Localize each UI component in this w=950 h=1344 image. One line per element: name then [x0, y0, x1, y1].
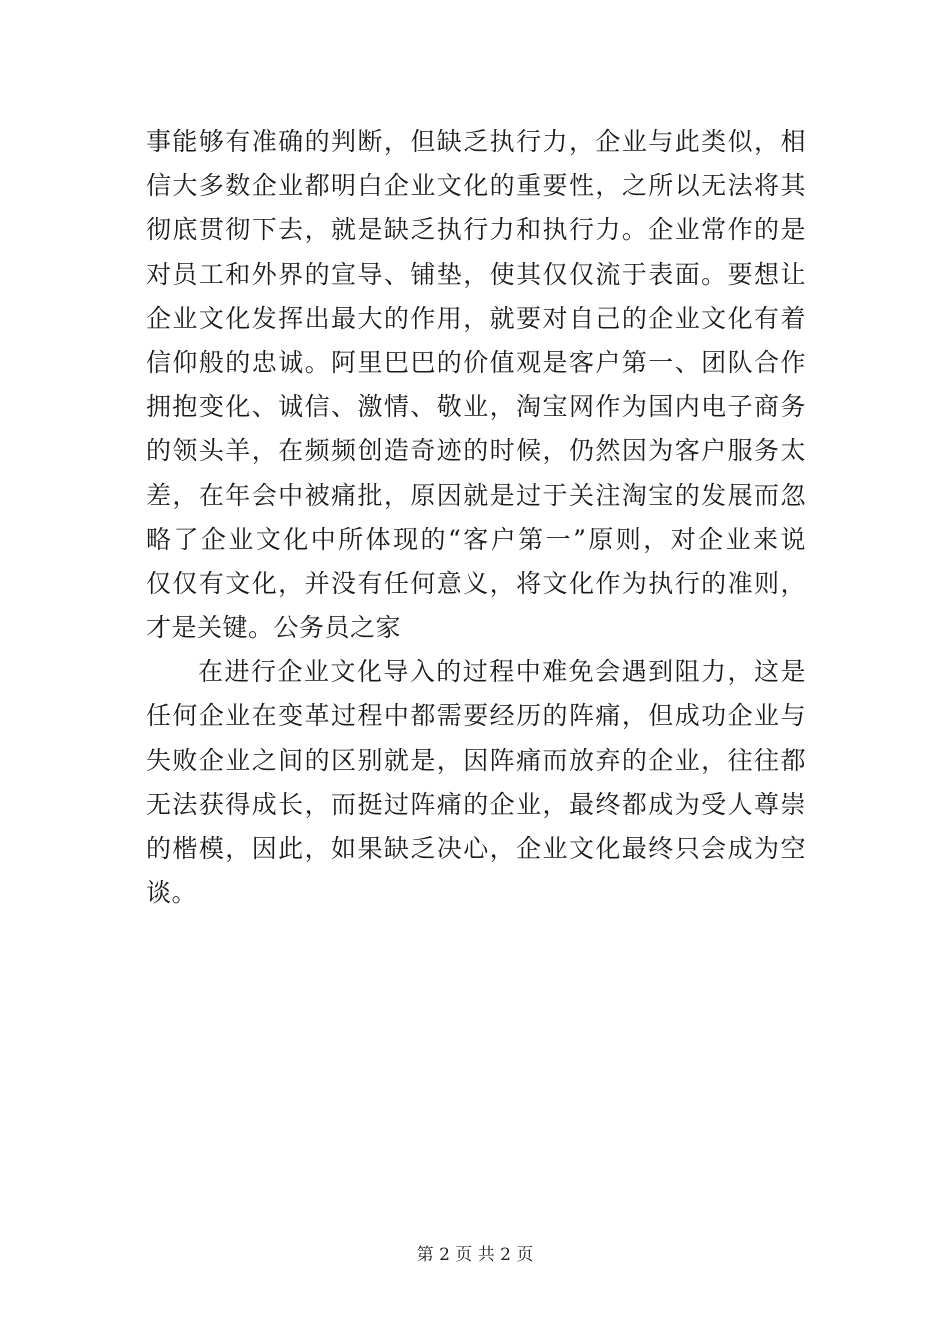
text-line: 企业文化发挥出最大的作用，就要对自己的企业文化有着	[146, 303, 806, 333]
text-line: 仅仅有文化，并没有任何意义，将文化作为执行的准则，	[146, 568, 806, 598]
text-line: 失败企业之间的区别就是，因阵痛而放弃的企业，往往都	[146, 745, 806, 775]
text-line: 在进行企业文化导入的过程中难免会遇到阻力，这是	[198, 657, 806, 687]
text-line: 拥抱变化、诚信、激情、敬业，淘宝网作为国内电子商务	[146, 392, 806, 422]
text-line: 无法获得成长，而挺过阵痛的企业，最终都成为受人尊崇	[146, 789, 806, 819]
text-line: 略了企业文化中所体现的“客户第一”原则，对企业来说	[146, 524, 806, 554]
text-line: 事能够有准确的判断，但缺乏执行力，企业与此类似，相	[146, 127, 806, 156]
body-text	[146, 120, 806, 915]
text-line: 谈。	[146, 878, 198, 908]
text-line: 的领头羊，在频频创造奇迹的时候，仍然因为客户服务太	[146, 436, 806, 466]
paragraph-1	[146, 120, 806, 650]
text-line: 信大多数企业都明白企业文化的重要性，之所以无法将其	[146, 171, 806, 201]
text-line: 彻底贯彻下去，就是缺乏执行力和执行力。企业常作的是	[146, 215, 806, 245]
text-line: 信仰般的忠诚。阿里巴巴的价值观是客户第一、团队合作	[146, 347, 806, 377]
text-line: 对员工和外界的宣导、铺垫，使其仅仅流于表面。要想让	[146, 259, 806, 289]
text-line: 任何企业在变革过程中都需要经历的阵痛，但成功企业与	[146, 701, 806, 731]
text-line: 的楷模，因此，如果缺乏决心，企业文化最终只会成为空	[146, 834, 806, 863]
paragraph-2	[146, 650, 806, 915]
page-number-footer: 第 2 页 共 2 页	[416, 1245, 534, 1265]
text-line: 差，在年会中被痛批，原因就是过于关注淘宝的发展而忽	[146, 480, 806, 510]
text-line: 才是关键。公务员之家	[146, 613, 402, 643]
